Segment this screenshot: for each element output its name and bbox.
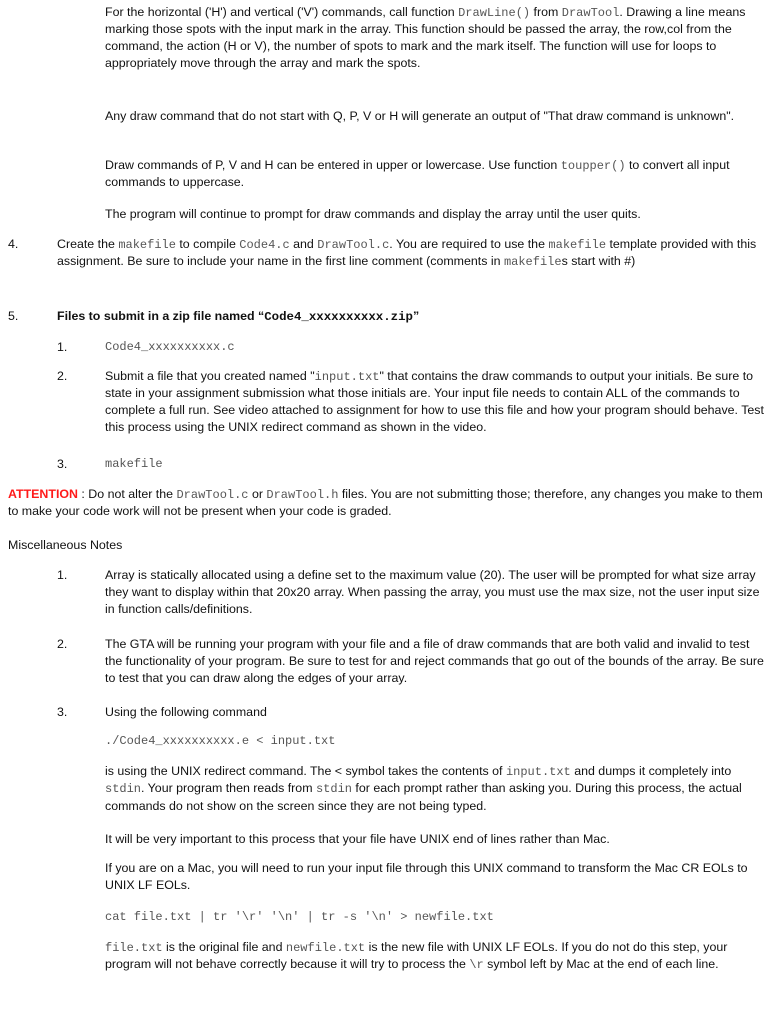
paragraph-mac-note: If you are on a Mac, you will need to run your input file through this UNIX command to transform the Mac CR EOLs to UNIX LF EOLs.	[105, 861, 748, 892]
paragraph-array-note: Array is statically allocated using a define set to the maximum value (20). The user will be prompted for what size array they want to display within that 20x20 array. When passing the array, you must use the max size, not the user input size in function calls/definitions.	[105, 568, 760, 616]
text: symbol left by Mac at the end of each line.	[483, 957, 719, 972]
text: Create the	[57, 237, 119, 251]
code-stdin: stdin	[315, 782, 352, 797]
attention-note	[8, 486, 770, 520]
misc-number-2: 2.	[57, 637, 68, 651]
code-makefile: makefile	[503, 255, 562, 270]
text: : Do not alter the	[77, 487, 177, 501]
text: template provided with this assignment. Be sure to include your name in the first line comment (comments in	[57, 237, 757, 269]
misc-number-1: 1.	[57, 568, 68, 582]
code-drawline: DrawLine()	[458, 6, 531, 20]
text: . Your program then reads from	[141, 781, 316, 796]
list-number-4: 4.	[8, 237, 19, 251]
code-drawtoolc: DrawTool.c	[176, 488, 249, 502]
code-zip-name: Code4_xxxxxxxxxx.zip	[264, 310, 413, 324]
code-redirect-command: ./Code4_xxxxxxxxxx.e < input.txt	[105, 734, 336, 748]
text: and	[289, 237, 318, 251]
paragraph-toupper	[105, 157, 767, 191]
text: to compile	[175, 237, 240, 251]
text: Submit a file that you created named "	[105, 369, 315, 383]
paragraph-drawline	[105, 4, 767, 72]
paragraph-redirect-explain	[105, 763, 767, 814]
text: Files to submit in a zip file named “	[57, 309, 265, 323]
sublist-number-3: 3.	[57, 457, 68, 471]
text: . Drawing a line means marking those spots with the input mark in the array. This function should be passed the array, the row,col from the command, the action (H or V), the number of spots to mark and the mark itself. The function will use for loops to appropriately move through the array and mark the spots.	[105, 5, 746, 71]
text: ”	[412, 309, 420, 323]
sublist-number-1: 1.	[57, 340, 68, 354]
code-code4c: Code4.c	[239, 238, 290, 252]
heading-misc-notes: Miscellaneous Notes	[8, 538, 123, 552]
text: is the original file and	[162, 940, 286, 954]
code-makefile-item: makefile	[105, 457, 163, 471]
text: or	[248, 487, 267, 501]
text: from	[530, 5, 562, 19]
code-file-txt: file.txt	[105, 941, 163, 955]
code-drawtool: DrawTool	[561, 6, 620, 20]
misc-number-3: 3.	[57, 705, 68, 719]
code-drawtoolh: DrawTool.h	[266, 488, 339, 502]
text: . You are required to use the	[389, 237, 549, 251]
paragraph-gta-note: The GTA will be running your program with your file and a file of draw commands that are both valid and invalid to test the functionality of your program. Be sure to test for and reject commands that go out of the bounds of the array. Be sure to test that you can draw along the edges of your array.	[105, 637, 764, 685]
attention-label: ATTENTION	[8, 487, 78, 501]
paragraph-newfile-explain	[105, 939, 767, 974]
sublist-number-2: 2.	[57, 369, 68, 383]
text: to convert all input commands to uppercase.	[105, 158, 730, 190]
code-toupper: toupper()	[560, 159, 626, 173]
paragraph-makefile	[57, 236, 769, 271]
text: files. You are not submitting those; therefore, any changes you make to them to make your code work will not be present when your code is graded.	[8, 487, 763, 519]
heading-files-to-submit	[57, 308, 769, 326]
code-carriage-return: \r	[469, 958, 484, 973]
list-number-5: 5.	[8, 309, 19, 323]
code-input-txt: input.txt	[314, 370, 380, 384]
text: s start with #)	[561, 254, 636, 269]
paragraph-input-file	[105, 368, 767, 436]
paragraph-unknown-command: Any draw command that do not start with Q, P, V or H will generate an output of "That draw command is unknown".	[105, 109, 735, 123]
code-newfile-txt: newfile.txt	[285, 941, 366, 955]
code-makefile: makefile	[118, 238, 176, 252]
text: " that contains the draw commands to output your initials. Be sure to state in your assignment submission what those initials are. Your input file needs to contain ALL of the commands to complete a full run. See video attached to assignment for how to use this file and how your program should behave. Test this process using the UNIX redirect command as shown in the video.	[105, 369, 764, 435]
text: for each prompt rather than asking you. During this process, the actual commands do not show on the screen since they are not being typed.	[105, 781, 742, 813]
paragraph-unix-eol: It will be very important to this process that your file have UNIX end of lines rather than Mac.	[105, 832, 610, 846]
code-drawtoolc: DrawTool.c	[317, 238, 390, 252]
text: For the horizontal ('H') and vertical ('V') commands, call function	[105, 5, 459, 19]
text: and dumps it completely into	[570, 764, 732, 778]
code-makefile: makefile	[548, 238, 607, 252]
paragraph-prompt-loop: The program will continue to prompt for draw commands and display the array until the user quits.	[105, 207, 641, 221]
code-source-file: Code4_xxxxxxxxxx.c	[105, 340, 235, 354]
text: is using the UNIX redirect command. The < symbol takes the contents of	[105, 764, 506, 778]
text: Draw commands of P, V and H can be entered in upper or lowercase. Use function	[105, 158, 561, 172]
code-stdin: stdin	[105, 782, 142, 797]
text: is the new file with UNIX LF EOLs. If you do not do this step, your program will not behave correctly because it will try to process the	[105, 940, 728, 972]
code-input-txt: input.txt	[505, 765, 571, 779]
paragraph-following-command: Using the following command	[105, 705, 267, 719]
code-tr-command: cat file.txt | tr '\r' '\n' | tr -s '\n' > newfile.txt	[105, 910, 494, 924]
